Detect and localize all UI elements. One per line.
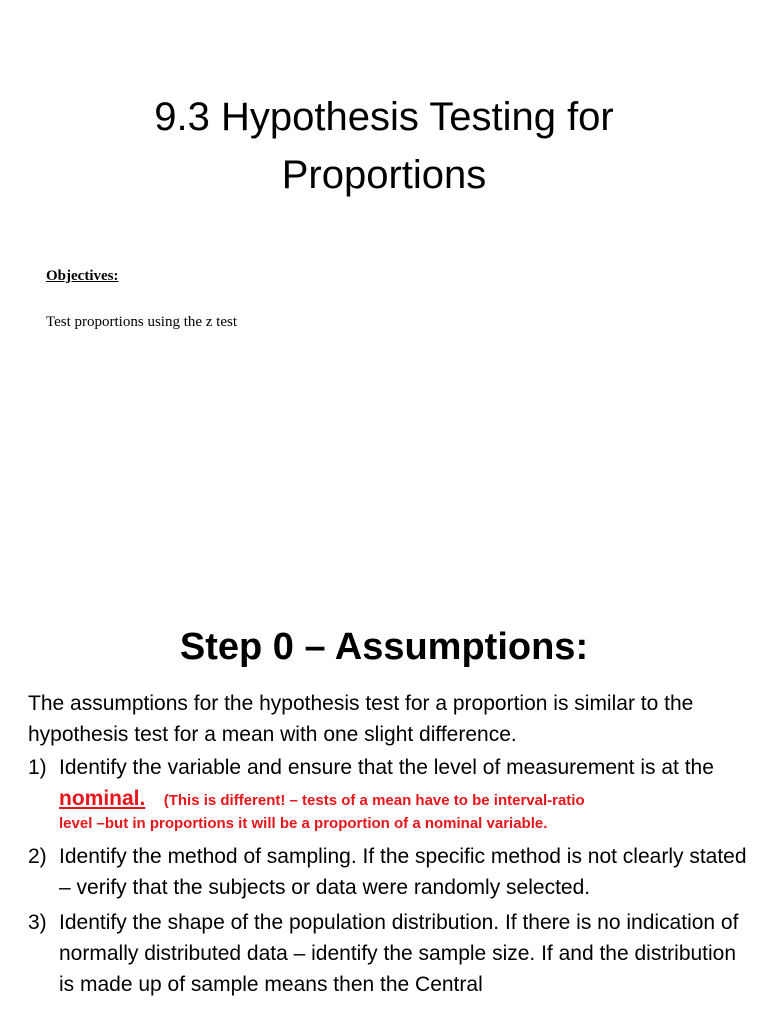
list-item-text: Identify the shape of the population distribution. If there is no indication of normally distributed data – identify the sample size. If and the distribution is made up of sample means then the Central: [59, 911, 739, 996]
list-item-text: Identify the variable and ensure that the level of measurement is at the: [59, 756, 714, 779]
nominal-highlight: nominal.: [59, 787, 146, 810]
list-item: [28, 907, 748, 1000]
assumption-list: [28, 752, 748, 1004]
list-item-number: 1): [28, 756, 47, 779]
step-title: Step 0 – Assumptions:: [179, 626, 589, 668]
intro-paragraph: The assumptions for the hypothesis test for a proportion is similar to the hypothesis test for a mean with one slight difference.: [28, 692, 694, 746]
objective-item: Test proportions using the z test: [46, 314, 238, 330]
objectives-label: Objectives:: [46, 268, 119, 284]
note-first-line: (This is different! – tests of a mean have to be interval-ratio: [163, 792, 585, 809]
list-item: [28, 841, 748, 903]
slide-2: [0, 590, 768, 1024]
list-item-number: 3): [28, 911, 47, 934]
title-line-2: Proportions: [281, 153, 487, 197]
list-item-number: 2): [28, 845, 47, 868]
list-item: [28, 752, 748, 837]
note-second-line: level –but in proportions it will be a proportion of a nominal variable.: [59, 815, 548, 832]
slide-title: [0, 88, 768, 204]
list-item-text: Identify the method of sampling. If the specific method is not clearly stated – verify that the subjects or data were randomly selected.: [59, 845, 747, 899]
title-line-1: 9.3 Hypothesis Testing for: [154, 95, 614, 139]
